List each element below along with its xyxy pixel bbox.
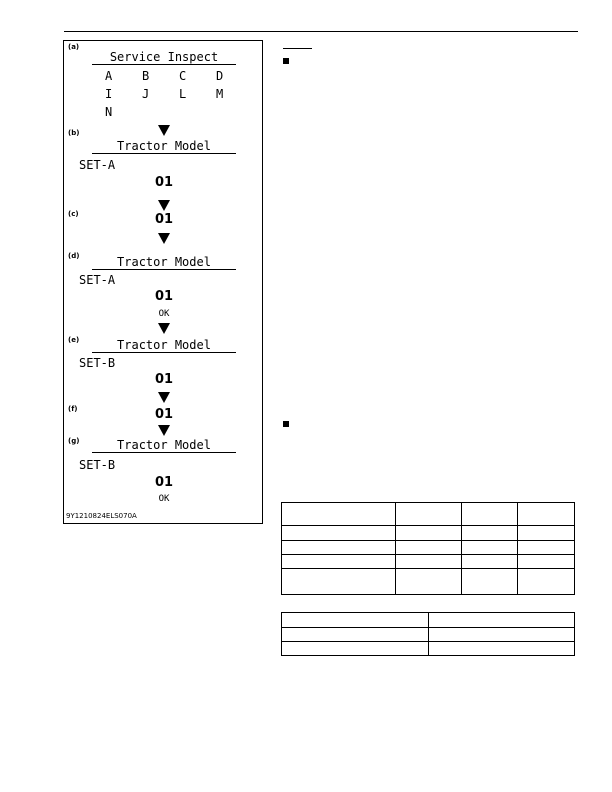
bullet-square-icon — [283, 421, 289, 427]
letter-a: A — [105, 69, 113, 83]
tractor-model-title: Tractor Model — [92, 438, 236, 453]
model-value: 01 — [154, 289, 174, 304]
panel-b-label: (b) — [68, 129, 80, 137]
letter-c: C — [179, 69, 187, 83]
table-row — [282, 613, 575, 628]
table-cell — [395, 526, 462, 541]
table-cell — [282, 569, 396, 595]
table-cell — [462, 541, 518, 555]
panel-e-label: (e) — [68, 336, 80, 344]
data-table-2 — [281, 612, 575, 656]
ok-status: OK — [158, 309, 170, 319]
table-cell — [282, 541, 396, 555]
letter-j: J — [142, 87, 150, 101]
panel-g-label: (g) — [68, 437, 80, 445]
tractor-model-title: Tractor Model — [92, 139, 236, 154]
section-rule — [283, 48, 312, 49]
header-rule — [64, 31, 578, 32]
down-arrow-icon — [158, 323, 170, 334]
panel-c-label: (c) — [68, 210, 79, 218]
table-cell — [282, 613, 429, 628]
letter-d: D — [216, 69, 224, 83]
set-label: SET-B — [79, 458, 116, 472]
down-arrow-icon — [158, 425, 170, 436]
letter-n: N — [105, 105, 113, 119]
table-cell — [462, 526, 518, 541]
down-arrow-icon — [158, 233, 170, 244]
model-value: 01 — [154, 372, 174, 387]
table-cell — [518, 503, 575, 526]
table-cell — [282, 526, 396, 541]
tractor-model-title: Tractor Model — [92, 338, 236, 353]
letter-b: B — [142, 69, 150, 83]
table-cell — [429, 642, 575, 656]
table-row — [282, 628, 575, 642]
table-cell — [395, 541, 462, 555]
table-cell — [282, 503, 396, 526]
set-label: SET-A — [79, 158, 116, 172]
figure-code: 9Y1210824ELS070A — [66, 512, 137, 520]
table-cell — [282, 642, 429, 656]
bullet-square-icon — [283, 58, 289, 64]
down-arrow-icon — [158, 125, 170, 136]
letter-l: L — [179, 87, 187, 101]
down-arrow-icon — [158, 200, 170, 211]
table-cell — [395, 555, 462, 569]
table-cell — [429, 628, 575, 642]
ok-status: OK — [158, 494, 170, 504]
table-row — [282, 526, 575, 541]
data-table — [281, 502, 575, 595]
letter-m: M — [216, 87, 224, 101]
table-row — [282, 569, 575, 595]
table-cell — [429, 613, 575, 628]
table-cell — [395, 569, 462, 595]
letter-i: I — [105, 87, 113, 101]
table-cell — [462, 569, 518, 595]
table-cell — [282, 555, 396, 569]
set-label: SET-A — [79, 273, 116, 287]
model-value: 01 — [154, 475, 174, 490]
table-cell — [395, 503, 462, 526]
table-row — [282, 503, 575, 526]
table-row — [282, 541, 575, 555]
table-row — [282, 642, 575, 656]
down-arrow-icon — [158, 392, 170, 403]
panel-f-label: (f) — [68, 405, 78, 413]
table-cell — [518, 555, 575, 569]
table-cell — [518, 541, 575, 555]
service-inspect-title: Service Inspect — [92, 50, 236, 65]
model-value: 01 — [154, 175, 174, 190]
table-cell — [462, 503, 518, 526]
panel-a-label: (a) — [68, 43, 80, 51]
set-label: SET-B — [79, 356, 116, 370]
table-cell — [518, 526, 575, 541]
table-cell — [282, 628, 429, 642]
table-cell — [462, 555, 518, 569]
table-cell — [518, 569, 575, 595]
table-row — [282, 555, 575, 569]
model-value: 01 — [154, 407, 174, 422]
model-value: 01 — [154, 212, 174, 227]
panel-d-label: (d) — [68, 252, 80, 260]
tractor-model-title: Tractor Model — [92, 255, 236, 270]
